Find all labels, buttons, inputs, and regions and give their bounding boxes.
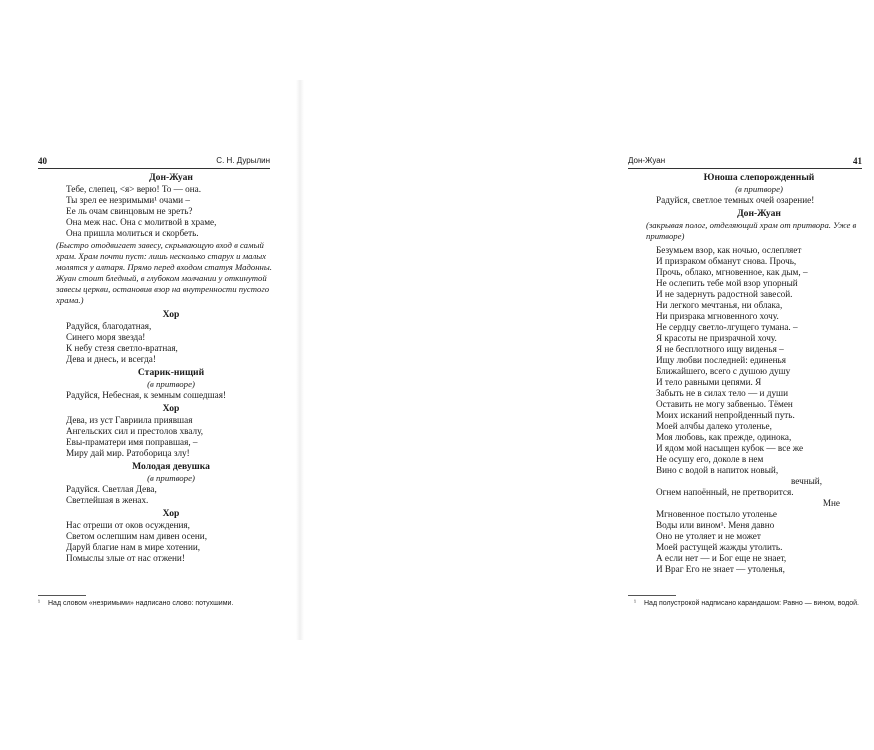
verse-line: И ядом мой насыщен кубок — все же [656,443,804,453]
verse-line: Оставить не могу забвенью. Тёмен [656,399,793,409]
verse-line: И не задернуть радостной завесой. [656,289,793,299]
verse-line: Ближайшего, всего с душою душу [656,366,791,376]
page-number: 41 [853,156,862,166]
verse-line: Моей растущей жажды утолить. [656,542,783,552]
right-page-text [646,170,862,575]
verse-line: И призраком обманут снова. Прочь, [656,256,797,266]
verse-line: Не ослепить тебе мой взор упорный [656,278,798,288]
footnote-rule [628,595,676,596]
speaker-name: Дон-Жуан [149,172,193,183]
left-page [0,0,300,750]
right-page-header [628,156,862,169]
footnote-text: Над словом «незримыми» надписано слово: потухшими. [48,600,234,607]
verse-line: Ищу любви последней: единенья [656,355,786,365]
page-number: 40 [38,156,47,166]
verse-line: Дева и днесь, и всегда! [66,354,156,364]
verse-line: Не осушу его, доколе в нем [656,454,764,464]
verse-line: А если нет — и Бог еще не знает, [656,553,787,563]
verse-line: Безумьем взор, как ночью, ослепляет [656,245,802,255]
verse-line: Евы-праматери имя поправшая, – [66,437,198,447]
running-head: С. Н. Дурылин [216,156,270,165]
verse-line: Радуйся, благодатная, [66,321,152,331]
verse-line: Огнем напоённый, не претворится. [656,487,794,497]
verse-line: Синего моря звезда! [66,332,146,342]
verse-line: Я красоты не призрачной хочу. [656,333,777,343]
stage-direction: (в притворе) [147,473,195,483]
verse-line: Ангельских сил и престолов хвалу, [66,426,204,436]
footnote-mark: ¹ [38,600,40,606]
verse-line: Тебе, слепец, <я> верю! То — она. [66,184,202,194]
speaker-name: Молодая девушка [132,461,210,472]
verse-line: Моей алчбы далеко утоленье, [656,421,772,431]
verse-line: Ни призрака мгновенного хочу. [656,311,779,321]
running-head: Дон-Жуан [628,156,666,165]
verse-line: вечный, [790,476,822,486]
footnote-rule [38,595,86,596]
speaker-name: Дон-Жуан [737,208,781,219]
stage-direction: (в притворе) [147,379,195,389]
speaker-name: Хор [162,309,180,320]
verse-line: И Враг Его не знает — утоленья, [656,564,785,574]
stage-direction: (Быстро отодвигает завесу, скрывающую вход в самый храм. Храм почти пуст: лишь несколько старух и малых молятся у алтаря. Прямо перед входом статуя Мадонны. Жуан стоит бледный, в глубоком молчании у откинутой завесы церкви, остановив взор на внутренности пустого храма.) [56,240,272,305]
speaker-name: Хор [162,508,180,519]
verse-line: Не сердцу светло-лгущего тумана. – [656,322,798,332]
verse-line: Радуйся, светлое темных очей озарение! [656,195,815,205]
stage-direction: (закрывая полог, отделяющий храм от притвора. Уже в притворе) [646,220,857,241]
verse-line: Ее ль очам свинцовым не зреть? [66,206,193,216]
speaker-name: Юноша слепорожденный [703,172,815,183]
verse-line: Мгновенное постыло утоленье [656,509,778,519]
verse-line: Она меж нас. Она с молитвой в храме, [66,217,217,227]
verse-line: Помыслы злые от нас отжени! [66,553,185,563]
stage-direction: (в притворе) [735,184,783,194]
footnote [38,599,278,608]
footnote-text: Над полустрокой надписано карандашом: Равно — вином, водой. [644,600,859,607]
verse-line: Моя любовь, как прежде, одинока, [656,432,792,442]
verse-line: И тело равными цепями. Я [656,377,762,387]
verse-line: Радуйся, Небесная, к земным сошедшая! [66,390,227,400]
left-page-text [56,170,276,564]
verse-line: Ни легкого мечтанья, ни облака, [656,300,783,310]
right-page [300,0,862,750]
footnote-mark: ¹ [634,600,636,606]
verse-line: Ты зрел ее незримыми¹ очами – [66,195,190,205]
verse-line: Радуйся. Светлая Дева, [66,484,157,494]
verse-line: Она пришла молиться и скорбеть. [66,228,199,238]
verse-line: Вино с водой в напиток новый, [656,465,779,475]
speaker-name: Старик-нищий [137,367,205,378]
verse-line: Светом ослепшим нам дивен осени, [66,531,207,541]
verse-line: К небу стезя светло-вратная, [66,343,178,353]
verse-line: Я не бесплотного ищу виденья – [656,344,784,354]
verse-line: Даруй благие нам в мире хотении, [66,542,201,552]
verse-line: Мне [822,498,840,508]
verse-line: Нас отреши от оков осуждения, [66,520,190,530]
verse-line: Моих исканий непройденный путь. [656,410,795,420]
verse-line: Дева, из уст Гавриила приявшая [66,415,193,425]
verse-line: Светлейшая в женах. [66,495,149,505]
speaker-name: Хор [162,403,180,414]
left-page-header [38,156,270,169]
verse-line: Миру дай мир. Ратоборица злу! [66,448,190,458]
verse-line: Прочь, облако, мгновенное, как дым, – [656,267,808,277]
verse-line: Оно не утоляет и не может [656,531,761,541]
verse-line: Воды или вином¹. Меня давно [656,520,775,530]
footnote [634,599,874,608]
verse-line: Забыть не в силах тело — и души [656,388,789,398]
